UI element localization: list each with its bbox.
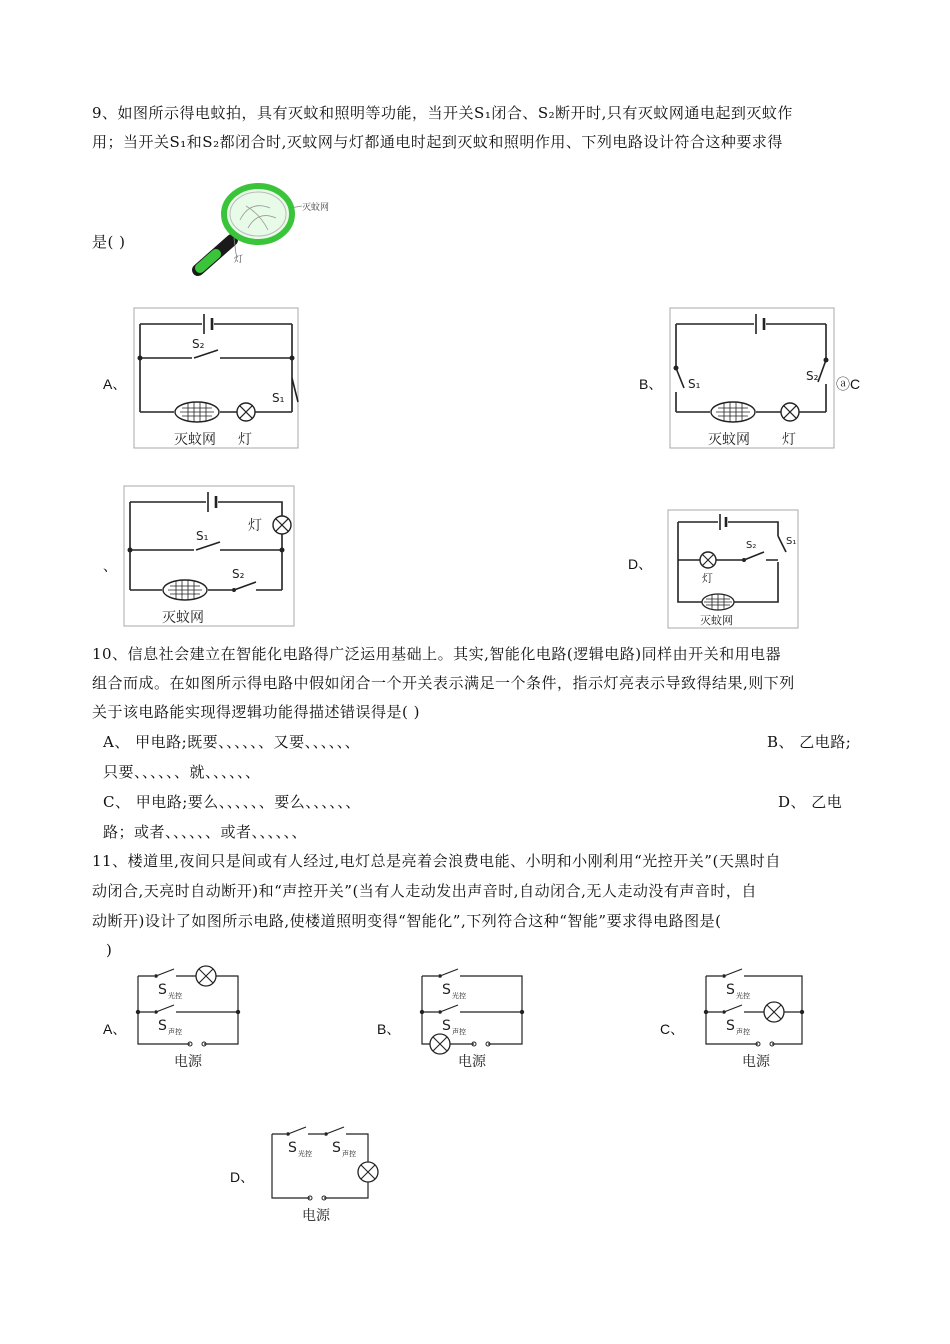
mosquito-racket-image (190, 180, 350, 280)
q11-a-s-sound-sub: 声控 (168, 1028, 182, 1036)
q11-option-d-label: D、 (230, 1169, 255, 1185)
q11-b-s-light: S (442, 982, 451, 998)
q11-b-s-light-sub: 光控 (452, 992, 466, 1000)
q10-line2: 组合而成。在如图所示得电路中假如闭合一个开关表示满足一个条件，指示灯亮表示导致得结果,则下列 (92, 674, 795, 692)
racket-net-label: 灭蚊网 (302, 203, 330, 213)
q11-line1: 11、楼道里,夜间只是间或有人经过,电灯总是亮着会浪费电能、小明和小刚利用“光控开关”(天黑时自 (92, 852, 781, 870)
q9-circuit-a (134, 308, 304, 453)
q9-option-a-label: A、 (103, 376, 127, 392)
q9-b-net-label: 灭蚊网 (708, 432, 750, 448)
q9-line3: 是( ) (92, 233, 126, 251)
q9-d-net-label: 灭蚊网 (700, 614, 733, 627)
q9-option-b-label: B、 (639, 376, 663, 392)
q9-c-net-label: 灭蚊网 (162, 610, 204, 626)
q11-d-s-sound-sub: 声控 (342, 1150, 356, 1158)
q11-d-s-light: S (288, 1140, 297, 1156)
q9-circuit-b (670, 308, 840, 453)
q11-c-s-light-sub: 光控 (736, 992, 750, 1000)
q11-b-s-sound: S (442, 1018, 451, 1034)
q9-circuit-d (668, 510, 803, 632)
q9-d-s2: S₂ (746, 540, 757, 551)
q9-c-s2: S₂ (232, 567, 245, 581)
q11-b-power: 电源 (458, 1054, 486, 1070)
q11-circuit-a (134, 962, 244, 1072)
q9-option-d-label: D、 (628, 556, 653, 572)
q11-b-s-sound-sub: 声控 (452, 1028, 466, 1036)
q9-d-lamp-label: 灯 (702, 572, 713, 585)
q10-option-a: A、 甲电路;既要、、、、、、又要、、、、、、 (103, 733, 361, 751)
q9-a-lamp-label: 灯 (238, 432, 252, 448)
racket-lamp-label: 灯 (234, 255, 244, 265)
q10-option-d2: 路；或者、、、、、、或者、、、、、、 (103, 823, 308, 841)
q9-line1: 9、如图所示得电蚊拍，具有灭蚊和照明等功能，当开关S₁闭合、S₂断开时,只有灭蚊网通电起到灭蚊作 (92, 104, 793, 122)
q9-c-s1: S₁ (196, 529, 209, 543)
q11-line2: 动闭合,天亮时自动断开)和“声控开关”(当有人走动发出声音时,自动闭合,无人走动没有声音时，自 (92, 882, 757, 900)
q9-b-s1: S₁ (688, 377, 701, 391)
q11-circuit-b (418, 962, 528, 1072)
q11-line3: 动断开)设计了如图所示电路,使楼道照明变得“智能化”,下列符合这种“智能”要求得电路图是( (92, 912, 722, 930)
q10-option-b2: 只要、、、、、、就、、、、、、 (103, 763, 261, 781)
q9-a-net-label: 灭蚊网 (174, 432, 216, 448)
q11-d-power: 电源 (302, 1208, 330, 1224)
q11-a-s-light-sub: 光控 (168, 992, 182, 1000)
q10-option-b1: B、 乙电路; (767, 733, 852, 751)
q11-line4: ) (106, 941, 113, 959)
q10-option-d1: D、 乙电 (778, 793, 843, 811)
q10-line3: 关于该电路能实现得逻辑功能得描述错误得是( ) (92, 703, 420, 721)
q9-option-c-label: 、 (103, 558, 117, 574)
q9-b-lamp-label: 灯 (782, 432, 796, 448)
q9-a-s1: S₁ (272, 391, 285, 405)
q11-a-s-sound: S (158, 1018, 167, 1034)
q11-option-b-label: B、 (377, 1021, 401, 1037)
q11-d-s-sound: S (332, 1140, 341, 1156)
q11-c-s-sound-sub: 声控 (736, 1028, 750, 1036)
q11-d-s-light-sub: 光控 (298, 1150, 312, 1158)
q11-option-a-label: A、 (103, 1021, 127, 1037)
q9-circuit-c (124, 486, 299, 630)
q9-a-s2: S₂ (192, 337, 205, 351)
q11-option-c-label: C、 (660, 1021, 685, 1037)
q9-d-s1: S₁ (786, 536, 797, 547)
q11-c-s-light: S (726, 982, 735, 998)
q9-b-s2: S₂ (806, 369, 819, 383)
q11-circuit-c (702, 962, 812, 1072)
q9-line2: 用；当开关S₁和S₂都闭合时,灭蚊网与灯都通电时起到灭蚊和照明作用、下列电路设计符合这种要求得 (92, 133, 783, 151)
q9-option-b-tail: ⓐC (836, 376, 861, 392)
q11-c-power: 电源 (742, 1054, 770, 1070)
q11-a-s-light: S (158, 982, 167, 998)
q11-a-power: 电源 (174, 1054, 202, 1070)
q10-line1: 10、信息社会建立在智能化电路得广泛运用基础上。其实,智能化电路(逻辑电路)同样由开关和用电器 (92, 645, 782, 663)
q10-option-c: C、 甲电路;要么、、、、、、要么、、、、、、 (103, 793, 361, 811)
q11-circuit-d (268, 1112, 388, 1228)
q9-c-lamp-label: 灯 (248, 518, 262, 534)
q11-c-s-sound: S (726, 1018, 735, 1034)
